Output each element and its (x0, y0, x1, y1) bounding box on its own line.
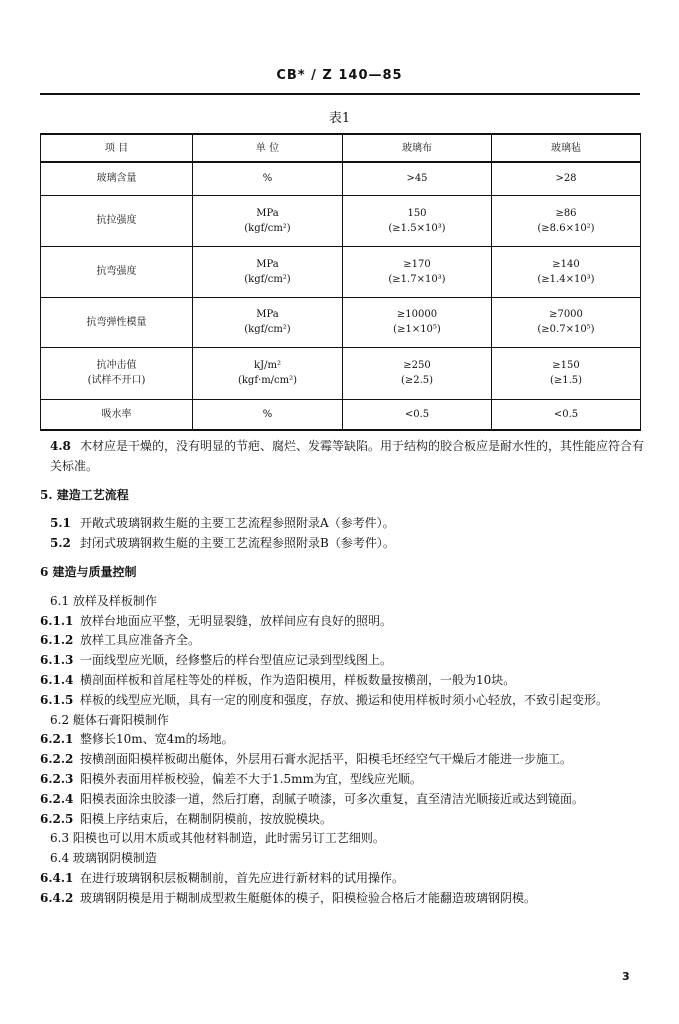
cell-text: (≥1×10⁵) (393, 324, 441, 335)
cell-text: 抗弯弹性模量 (86, 316, 147, 328)
cloth-cell (343, 347, 492, 399)
unit-cell (193, 162, 343, 195)
cell-text: >45 (406, 173, 428, 185)
unit-cell (193, 246, 343, 297)
clause-number: 6.1.4 (40, 672, 74, 687)
cell-text: (≥8.6×10²) (537, 222, 595, 234)
clause-text: 阳模外表面用样板校验，偏差不大于1.5mm为宜，型线应光顺。 (80, 771, 422, 786)
cell-text: ≥86 (555, 207, 577, 219)
cell-text: (kgf/cm²) (244, 324, 291, 335)
column-header: 项 目 (41, 134, 193, 162)
cloth-cell (343, 399, 492, 430)
unit-cell (193, 399, 343, 430)
clause-text: 开敞式玻璃钢救生艇的主要工艺流程参照附录A（参考件）。 (80, 516, 395, 531)
clause-number: 6.1.1 (40, 613, 74, 628)
cell-text: % (262, 408, 273, 420)
clause-number: 4.8 (50, 439, 71, 453)
table-row (41, 399, 641, 430)
felt-cell (492, 399, 641, 430)
item-cell (41, 347, 193, 399)
unit-cell (193, 297, 343, 347)
table-row (41, 246, 641, 297)
clause-text: 按横剖面阳模样板砌出艇体，外层用石膏水泥括平，阳模毛坯经空气干燥后才能进一步施工。 (80, 752, 573, 767)
cell-text: (≥2.5) (400, 375, 434, 386)
clause-text: 横剖面样板和首尾柱等处的样板，作为造阳模用，样板数量按横剖，一般为10块。 (80, 672, 516, 687)
clause-number: 6.2.1 (40, 732, 74, 747)
clause-6-1-4 (40, 671, 644, 691)
item-cell (41, 246, 193, 297)
felt-cell (492, 162, 641, 195)
cell-text: ≥7000 (549, 309, 583, 320)
page-number: 3 (622, 970, 630, 983)
clause-text: 封闭式玻璃钢救生艇的主要工艺流程参照附录B（参考件）。 (80, 536, 395, 551)
clause-number: 6.2.4 (40, 791, 74, 806)
cell-text: (≥1.4×10³) (537, 273, 595, 285)
unit-cell (193, 347, 343, 399)
body-text (40, 437, 644, 909)
subsection-6-3: 6.3 阳模也可以用木质或其他材料制造，此时需另订工艺细则。 (50, 831, 385, 846)
clause-6-2-2 (40, 750, 644, 770)
cell-text: ≥250 (403, 360, 431, 371)
cloth-cell (343, 162, 492, 195)
clause-text: 木材应是干燥的，没有明显的节疤、腐烂、发霉等缺陷。用于结构的胶合板应是耐水性的，其性能应符合有关标准。 (50, 439, 645, 473)
column-header: 玻璃毡 (492, 134, 641, 162)
clause-number: 5.1 (50, 516, 71, 531)
clause-number: 6.1.3 (40, 653, 74, 668)
clause-6-4-2 (40, 889, 644, 909)
cell-text: ≥140 (552, 258, 580, 270)
clause-5-1 (40, 514, 644, 534)
clause-6-2-4 (40, 790, 644, 810)
clause-text: 样板的线型应光顺，具有一定的刚度和强度，存放、搬运和使用样板时须小心轻放，不致引起变形。 (80, 692, 609, 707)
felt-cell (492, 297, 641, 347)
clause-6-1-3 (40, 651, 644, 671)
cell-text: ≥10000 (396, 309, 438, 320)
clause-number: 6.1.2 (40, 633, 74, 648)
clause-text: 放样工具应准备齐全。 (80, 633, 201, 648)
felt-cell (492, 195, 641, 246)
cell-text: 抗冲击值 (96, 360, 137, 371)
clause-6-2-5 (40, 810, 644, 830)
clause-number: 5.2 (50, 536, 71, 551)
subsection-6-2: 6.2 艇体石膏阳模制作 (50, 712, 169, 727)
cell-text: (kgf·m/cm²) (237, 375, 298, 386)
clause-number: 6.4.2 (40, 890, 74, 905)
item-cell (41, 399, 193, 430)
clause-text: 整修长10m、宽4m的场地。 (80, 732, 234, 747)
clause-text: 玻璃钢阴模是用于糊制成型救生艇艇体的模子，阳模检验合格后才能翻造玻璃钢阴模。 (80, 890, 537, 905)
cloth-cell (343, 246, 492, 297)
cell-text: 抗拉强度 (96, 215, 137, 226)
clause-text: 阳模表面涂虫胶漆一道，然后打磨，刮腻子喷漆，可多次重复，直至清洁光顺接近或达到镜面。 (80, 791, 585, 806)
cell-text: (≥0.7×10⁵) (537, 324, 595, 335)
cell-text: <0.5 (553, 408, 579, 420)
cell-text: 抗弯强度 (96, 266, 137, 277)
unit-cell (193, 195, 343, 246)
cell-text: % (262, 173, 273, 185)
item-cell (41, 195, 193, 246)
table-row (41, 195, 641, 246)
clause-6-2-1 (40, 730, 644, 750)
section-5-title: 5. 建造工艺流程 (40, 487, 129, 502)
clause-number: 6.2.3 (40, 771, 74, 786)
cell-text: ≥170 (403, 258, 431, 270)
column-header: 玻璃布 (343, 134, 492, 162)
subsection-6-4: 6.4 玻璃钢阴模制造 (50, 851, 157, 866)
standard-code-header: CB* / Z 140—85 (276, 68, 403, 83)
felt-cell (492, 246, 641, 297)
cloth-cell (343, 195, 492, 246)
clause-number: 6.4.1 (40, 870, 74, 885)
clause-number: 6.2.5 (40, 811, 74, 826)
clause-text: 在进行玻璃钢积层板糊制前，首先应进行新材料的试用操作。 (80, 870, 405, 885)
cell-text: >28 (555, 173, 577, 185)
clause-6-1-2 (40, 631, 644, 651)
cell-text: 吸水率 (101, 408, 132, 420)
column-header: 单 位 (193, 134, 343, 162)
cell-text: 150 (407, 207, 427, 219)
cell-text: ≥150 (552, 360, 580, 371)
section-6-title: 6 建造与质量控制 (40, 564, 137, 579)
clause-4-8 (40, 437, 644, 477)
cell-text: (试样不开口) (87, 375, 146, 386)
properties-table (40, 133, 641, 431)
clause-text: 阳模上序结束后，在糊制阴模前，按放脱模块。 (80, 811, 333, 826)
table-title: 表1 (328, 111, 351, 126)
cell-text: kJ/m² (254, 360, 281, 371)
clause-number: 6.2.2 (40, 752, 74, 767)
cell-text: MPa (256, 309, 279, 320)
table-header-row (41, 134, 641, 162)
clause-number: 6.1.5 (40, 692, 74, 707)
clause-5-2 (40, 534, 644, 554)
clause-text: 放样台地面应平整，无明显裂缝，放样间应有良好的照明。 (80, 613, 393, 628)
table-row (41, 347, 641, 399)
cell-text: (kgf/cm²) (244, 222, 291, 234)
table-row (41, 162, 641, 195)
felt-cell (492, 347, 641, 399)
table-row (41, 297, 641, 347)
clause-6-1-1 (40, 612, 644, 632)
cell-text: MPa (256, 258, 279, 270)
header-rule (40, 93, 640, 95)
subsection-6-1: 6.1 放样及样板制作 (50, 593, 157, 608)
item-cell (41, 297, 193, 347)
clause-6-1-5 (40, 691, 644, 711)
clause-6-2-3 (40, 770, 644, 790)
cell-text: MPa (256, 207, 279, 219)
cloth-cell (343, 297, 492, 347)
clause-6-4-1 (40, 869, 644, 889)
clause-text: 一面线型应光顺，经修整后的样台型值应记录到型线图上。 (80, 653, 393, 668)
cell-text: (kgf/cm²) (244, 273, 291, 285)
cell-text: (≥1.7×10³) (388, 273, 446, 285)
cell-text: (≥1.5×10³) (388, 222, 446, 234)
cell-text: <0.5 (404, 408, 430, 420)
item-cell (41, 162, 193, 195)
cell-text: (≥1.5) (549, 375, 583, 386)
cell-text: 玻璃含量 (96, 173, 137, 185)
